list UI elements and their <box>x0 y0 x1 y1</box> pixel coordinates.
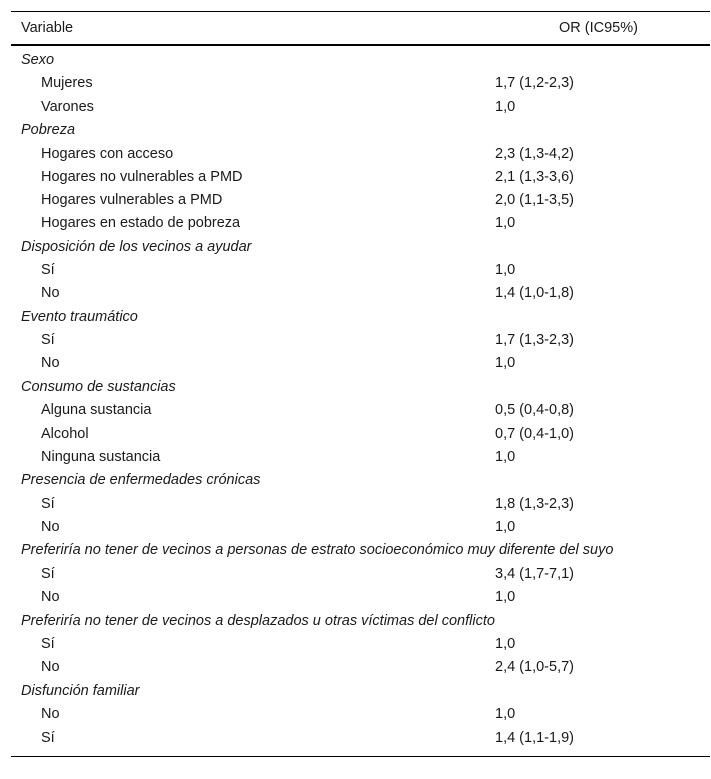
row-or-value: 0,7 (0,4-1,0) <box>495 425 574 442</box>
group-row <box>11 375 710 399</box>
row-label: No <box>41 285 60 302</box>
group-row <box>11 235 710 259</box>
row-or-value: 1,0 <box>495 448 516 465</box>
group-title: Disposición de los vecinos a ayudar <box>21 238 252 255</box>
row-label: Sí <box>41 495 55 512</box>
table-row <box>11 515 710 538</box>
row-or-value: 2,1 (1,3-3,6) <box>495 168 574 185</box>
header-variable: Variable <box>21 20 74 36</box>
row-label: No <box>41 659 60 676</box>
row-label: Sí <box>41 565 55 582</box>
table-header-row <box>11 12 710 46</box>
row-or-value: 1,0 <box>495 98 516 115</box>
group-title: Consumo de sustancias <box>21 378 176 395</box>
group-row <box>11 305 710 329</box>
row-or-value: 1,0 <box>495 589 516 606</box>
group-title: Pobreza <box>21 122 76 139</box>
group-row <box>11 609 710 633</box>
table-row <box>11 422 710 445</box>
header-or: OR (IC95%) <box>559 20 638 36</box>
group-row <box>11 468 710 492</box>
table-row <box>11 282 710 305</box>
row-label: Mujeres <box>41 75 93 92</box>
row-or-value: 1,7 (1,2-2,3) <box>495 75 574 92</box>
row-or-value: 1,0 <box>495 355 516 372</box>
row-label: No <box>41 589 60 606</box>
table-row <box>11 95 710 118</box>
row-label: Sí <box>41 636 55 653</box>
row-or-value: 1,0 <box>495 636 516 653</box>
table-row <box>11 72 710 95</box>
row-label: Alcohol <box>41 425 89 442</box>
row-label: Hogares con acceso <box>41 145 174 162</box>
row-or-value: 1,0 <box>495 262 516 279</box>
group-title: Disfunción familiar <box>21 682 140 699</box>
odds-ratio-table <box>11 11 710 757</box>
table-row <box>11 329 710 352</box>
group-title: Preferiría no tener de vecinos a personas de estrato socioeconómico muy diferente del suyo <box>21 542 614 559</box>
table-body <box>11 46 710 756</box>
table-row <box>11 445 710 468</box>
group-title: Preferiría no tener de vecinos a desplazados u otras víctimas del conflicto <box>21 612 495 629</box>
row-or-value: 1,0 <box>495 519 516 535</box>
group-row <box>11 118 710 142</box>
row-label: Hogares en estado de pobreza <box>41 215 241 232</box>
row-label: Hogares vulnerables a PMD <box>41 191 223 208</box>
group-title: Presencia de enfermedades crónicas <box>21 472 261 489</box>
table-row <box>11 188 710 211</box>
row-or-value: 0,5 (0,4-0,8) <box>495 402 574 419</box>
row-or-value: 1,4 (1,1-1,9) <box>495 729 574 746</box>
row-label: No <box>41 355 60 372</box>
row-label: Varones <box>41 98 94 115</box>
row-label: Hogares no vulnerables a PMD <box>41 168 243 185</box>
row-or-value: 1,7 (1,3-2,3) <box>495 332 574 349</box>
group-row <box>11 539 710 563</box>
table-row <box>11 562 710 585</box>
row-or-value: 1,8 (1,3-2,3) <box>495 495 574 512</box>
table-row <box>11 259 710 282</box>
group-title: Sexo <box>21 51 55 68</box>
row-or-value: 3,4 (1,7-7,1) <box>495 565 574 582</box>
table-row <box>11 633 710 656</box>
row-or-value: 1,4 (1,0-1,8) <box>495 285 574 302</box>
group-row <box>11 679 710 703</box>
row-or-value: 2,0 (1,1-3,5) <box>495 191 574 208</box>
row-label: Sí <box>41 729 55 746</box>
table-row <box>11 656 710 679</box>
table-row <box>11 142 710 165</box>
table-row <box>11 399 710 422</box>
table-row <box>11 703 710 726</box>
row-or-value: 2,3 (1,3-4,2) <box>495 145 574 162</box>
row-or-value: 1,0 <box>495 215 516 232</box>
table-row <box>11 352 710 375</box>
row-label: Alguna sustancia <box>41 402 152 419</box>
row-label: No <box>41 519 60 535</box>
group-title: Evento traumático <box>21 308 138 325</box>
table-row <box>11 492 710 515</box>
row-label: Ninguna sustancia <box>41 448 161 465</box>
table-row <box>11 586 710 609</box>
table-row <box>11 165 710 188</box>
group-row <box>11 48 710 72</box>
table-row <box>11 212 710 235</box>
row-or-value: 1,0 <box>495 706 516 723</box>
row-label: Sí <box>41 262 55 279</box>
row-or-value: 2,4 (1,0-5,7) <box>495 659 574 676</box>
row-label: No <box>41 706 60 723</box>
row-label: Sí <box>41 332 55 349</box>
table-row <box>11 726 710 749</box>
